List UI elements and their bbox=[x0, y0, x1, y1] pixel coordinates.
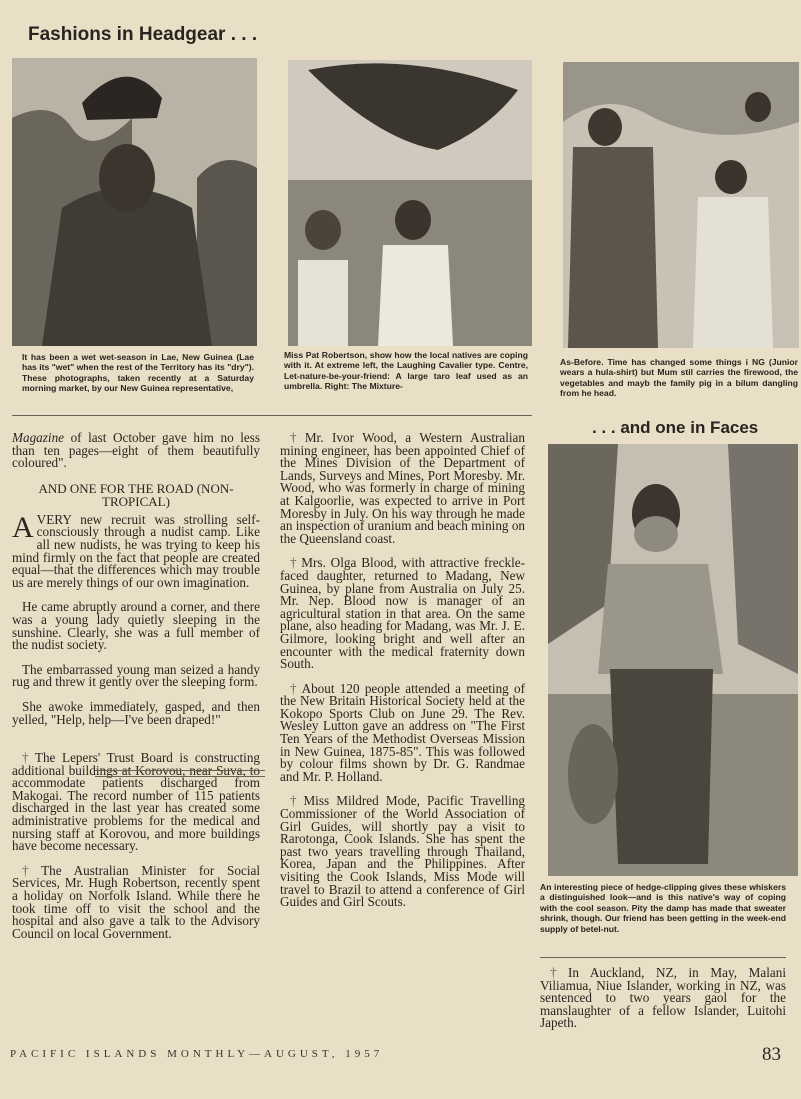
girl-guides-text: Miss Mildred Mode, Pacific Travelling Commissioner of the World Association of Girl Guides, will shortly pay a visit to Rarotonga, Cook Islands. She has spent the past two years travelling through Thailand, Korea, Japan and the Philippines. After visiting the Cook Islands, Miss Mode will travel to Brazil to attend a conference of Girl Guides and Girl Scouts. bbox=[280, 793, 526, 910]
page-title: Fashions in Headgear . . . bbox=[28, 24, 258, 45]
ivor-wood-item bbox=[280, 432, 525, 545]
dagger-icon: † bbox=[22, 750, 32, 766]
photo-mixture-as-before bbox=[563, 62, 799, 348]
magazine-word: Magazine bbox=[12, 430, 65, 445]
caption-photo-1: It has been a wet wet-season in Lae, New Guinea (Lae has its "wet" when the rest of the Territory has its "dry"). These photographs, taken recently at a Saturday morning market, by our New Guinea representative, bbox=[22, 352, 254, 394]
joke-text-1: VERY new recruit was strolling self-consciously through a nudist camp. Like all new nudists, he was trying to keep his mind firmly on the fact that people are created equal—that the differences which may trouble us are merely things of our own imagination. bbox=[12, 511, 260, 590]
dagger-icon: † bbox=[550, 965, 565, 980]
auckland-item bbox=[540, 967, 786, 1030]
joke-subheading: AND ONE FOR THE ROAD (NON-TROPICAL) bbox=[38, 480, 234, 509]
faces-heading: . . . and one in Faces bbox=[592, 418, 759, 437]
joke-paragraph-4: She awoke immediately, gasped, and then yelled, "Help, help—I've been draped!" bbox=[12, 698, 260, 727]
ivor-wood-text: Mr. Ivor Wood, a Western Australian mining engineer, has been appointed Chief of the Mines Division of the Department of Lands, Surveys and Mines, Port Moresby. Mr. Wood, who was formerly in charge of mining at Kalgoorlie, was expected to arrive in Port Moresby in July. On his way through he made an inspection of uranium and beach mining on the Queensland coast. bbox=[280, 430, 526, 546]
historical-society-text: About 120 people attended a meeting of the New Britain Historical Society held at the Kokopo Sports Club on June 29. The Rev. Wesley Lutton gave an address on "The First Ten Years of the Methodist Overseas Mission in New Guinea, 1875-85". This was followed by colour films shown by Dr. G. Randmae and Mr. P. Holland. bbox=[280, 680, 526, 784]
faces-divider bbox=[540, 957, 786, 958]
intro-text: of last October gave him no less than ten pages—eight of them beautifully coloured". bbox=[12, 430, 260, 471]
girl-guides-item bbox=[280, 795, 525, 908]
lepers-trust-text: The Lepers' Trust Board is constructing additional buildings at Korovou, near Suva, to accommodate patients discharged from Makogai. The record number of 115 patients discharged in the last year has created some administrative problems for the medical and nursing staff at Korovou, and more buildings have become necessary. bbox=[12, 750, 261, 854]
caption-photo-3: As-Before. Time has changed some things i NG (Junior wears a hula-shirt) but Mum stil carries the firewood, the vegetables and mayb the family pig in a bilum dangling from he head. bbox=[560, 357, 798, 399]
historical-society-item bbox=[280, 680, 526, 784]
olga-blood-item bbox=[280, 557, 525, 670]
intro-paragraph bbox=[12, 432, 260, 470]
column-left bbox=[12, 432, 260, 952]
ornamental-rule bbox=[95, 770, 265, 777]
joke-paragraph-1 bbox=[12, 510, 260, 590]
lepers-trust-item bbox=[12, 752, 260, 853]
photo-taro-leaf-umbrella bbox=[288, 60, 532, 346]
drop-cap: A bbox=[12, 510, 34, 544]
caption-photo-4: An interesting piece of hedge-clipping gives these whiskers a distinguished look—and is this native's way of coping with the cool season. Pity the damp has made that sweater shrink, though. Our friend has been getting in the week-end supply of betel-nut. bbox=[540, 882, 786, 934]
photo-whiskers-man bbox=[548, 444, 798, 876]
dagger-icon: † bbox=[290, 793, 301, 809]
dagger-icon: † bbox=[290, 555, 299, 571]
caption-photo-2: Miss Pat Robertson, show how the local natives are coping with it. At extreme left, the Laughing Cavalier type. Centre, Let-nature-be-your-friend: A large taro leaf used as an umbrella. Right: The Mixture- bbox=[284, 350, 528, 392]
minister-item bbox=[12, 862, 261, 941]
auckland-text: In Auckland, NZ, in May, Malani Viliamua, Niue Islander, working in NZ, was sentenced to two years gaol for the manslaughter of a fellow Islander, Luitohi Japeth. bbox=[540, 965, 786, 1031]
joke-paragraph-3: The embarrassed young man seized a handy rug and threw it gently over the sleeping form. bbox=[12, 661, 260, 690]
photo-laughing-cavalier bbox=[12, 58, 257, 346]
section-divider bbox=[12, 415, 532, 416]
column-right bbox=[540, 967, 786, 1042]
joke-paragraph-2: He came abruptly around a corner, and there was a young lady quietly sleeping in the sunshine. Clearly, she was a full member of the nudist society. bbox=[12, 599, 260, 653]
dagger-icon: † bbox=[22, 862, 39, 878]
column-middle bbox=[280, 432, 525, 921]
dagger-icon: † bbox=[290, 680, 299, 696]
minister-text: The Australian Minister for Social Services, Mr. Hugh Robertson, recently spent a holiday on Norfolk Island. While there he took time off to visit the school and the hospital and also gave a talk to the Advisory Council on local Government. bbox=[12, 862, 261, 941]
olga-blood-text: Mrs. Olga Blood, with attractive freckle-faced daughter, returned to Madang, New Guinea, by plane from Australia on July 25. Mr. Nep. Blood now is manager of an agricultural station in that area. On the same plane, also heading for Madang, was Mr. J. E. Gilmore, looking bright and well after an encounter with the medical fraternity down South. bbox=[280, 555, 525, 672]
dagger-icon: † bbox=[290, 430, 302, 445]
publication-footer: PACIFIC ISLANDS MONTHLY—AUGUST, 1957 bbox=[10, 1048, 384, 1060]
page-number: 83 bbox=[762, 1044, 781, 1065]
